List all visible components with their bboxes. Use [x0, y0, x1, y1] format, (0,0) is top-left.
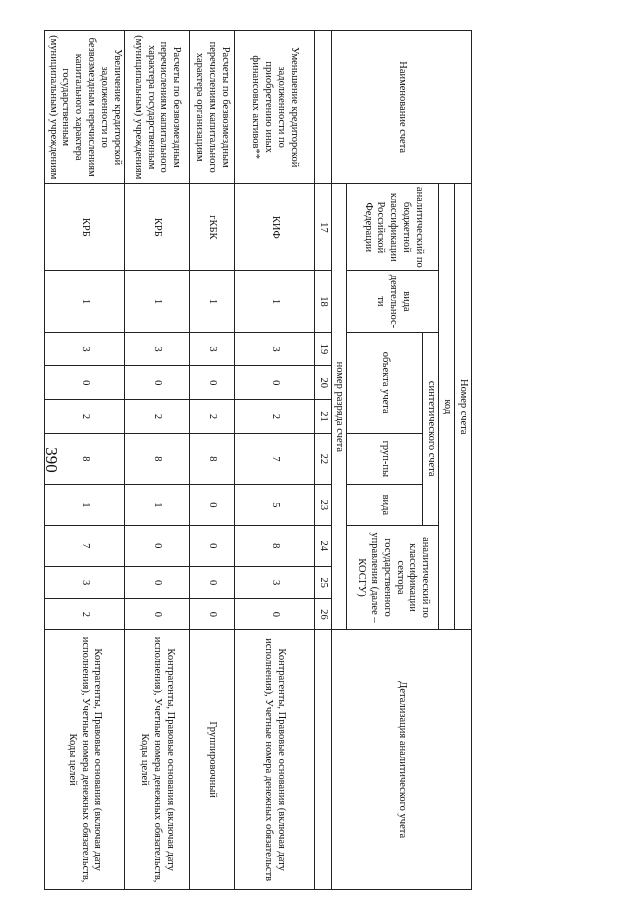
- row-value: 3: [44, 566, 124, 599]
- header-activity-type: вида деятельнос-ти: [347, 271, 439, 332]
- row-detail: Группировочный: [189, 630, 234, 890]
- digit-cell: 22: [314, 433, 331, 484]
- header-name: Наименование счета: [331, 31, 471, 184]
- digit-cell-empty: [314, 31, 331, 184]
- row-value: гКБК: [189, 184, 234, 271]
- header-code: код: [439, 184, 455, 630]
- digit-cell: 17: [314, 184, 331, 271]
- row-detail: Контрагенты, Правовые основания (включая дату исполнения), Учетные номера денежных обязательств: [234, 630, 314, 890]
- row-value: 0: [124, 525, 189, 566]
- header-group: груп-пы: [347, 433, 423, 484]
- row-value: 0: [189, 566, 234, 599]
- header-kosgu: аналитический по классификации сектора государственного управления (далее – КОСГУ): [347, 525, 439, 629]
- row-value: 0: [189, 599, 234, 630]
- row-value: 0: [234, 599, 314, 630]
- row-name: Увеличение кредиторской задолженности по безвозмездным перечислениям капитального характера государственным (муниципальным) учреждениям: [44, 31, 124, 184]
- row-value: 7: [44, 525, 124, 566]
- row-value: 1: [44, 484, 124, 525]
- row-value: КРБ: [44, 184, 124, 271]
- digit-cell: 19: [314, 332, 331, 366]
- row-value: 3: [189, 332, 234, 366]
- row-value: 0: [189, 366, 234, 400]
- digit-cell: 20: [314, 366, 331, 400]
- row-value: 1: [189, 271, 234, 332]
- row-value: 0: [44, 366, 124, 400]
- header-synthetic: синтетического счета: [423, 332, 439, 525]
- row-value: 8: [234, 525, 314, 566]
- digit-cell: 21: [314, 400, 331, 434]
- header-account-number: Номер счета: [455, 184, 472, 630]
- row-detail: Контрагенты, Правовые основания (включая дату исполнения), Учетные номера денежных обязательств, Коды целей: [44, 630, 124, 890]
- row-value: 0: [124, 566, 189, 599]
- row-value: 0: [124, 599, 189, 630]
- header-analytical-budget: аналитический по бюджетной классификации Российской Федерации: [347, 184, 439, 271]
- row-value: 2: [44, 400, 124, 434]
- row-value: 1: [124, 484, 189, 525]
- row-value: 1: [44, 271, 124, 332]
- digit-cell: 18: [314, 271, 331, 332]
- row-name: Уменьшение кредиторской задолженности по приобретению иных финансовых активов**: [234, 31, 314, 184]
- row-value: 7: [234, 433, 314, 484]
- row-value: 2: [124, 400, 189, 434]
- row-value: КИФ: [234, 184, 314, 271]
- digit-cell: 25: [314, 566, 331, 599]
- row-value: 3: [124, 332, 189, 366]
- header-digit-number: номер разряда счета: [331, 184, 347, 630]
- row-value: 8: [189, 433, 234, 484]
- row-value: 8: [124, 433, 189, 484]
- row-value: 5: [234, 484, 314, 525]
- row-value: 3: [44, 332, 124, 366]
- row-detail: Контрагенты, Правовые основания (включая дату исполнения), Учетные номера денежных обязательств, Коды целей: [124, 630, 189, 890]
- row-value: 0: [234, 366, 314, 400]
- digit-cell: 23: [314, 484, 331, 525]
- row-value: 0: [189, 484, 234, 525]
- row-value: 2: [189, 400, 234, 434]
- digit-cell-empty: [314, 630, 331, 890]
- table-row: [44, 31, 124, 890]
- digit-cell: 26: [314, 599, 331, 630]
- digit-cell: 24: [314, 525, 331, 566]
- row-value: 1: [124, 271, 189, 332]
- row-value: 0: [189, 525, 234, 566]
- table-row: [189, 31, 234, 890]
- table-row: [124, 31, 189, 890]
- row-value: 0: [124, 366, 189, 400]
- page-number: 390: [42, 447, 61, 473]
- header-detail: Детализация аналитического учета: [331, 630, 471, 890]
- header-type: вида: [347, 484, 423, 525]
- row-value: КРБ: [124, 184, 189, 271]
- row-value: 2: [234, 400, 314, 434]
- row-name: Расчеты по безвозмездным перечислениям капитального характера организациям: [189, 31, 234, 184]
- account-table: [44, 30, 472, 890]
- row-value: 3: [234, 332, 314, 366]
- row-value: 1: [234, 271, 314, 332]
- header-object: объекта учета: [347, 332, 423, 433]
- row-value: 3: [234, 566, 314, 599]
- row-value: 8: [44, 433, 124, 484]
- row-value: 2: [44, 599, 124, 630]
- row-name: Расчеты по безвозмездным перечислениям капитального характера государственным (муниципальным) учреждениям: [124, 31, 189, 184]
- table-row: [234, 31, 314, 890]
